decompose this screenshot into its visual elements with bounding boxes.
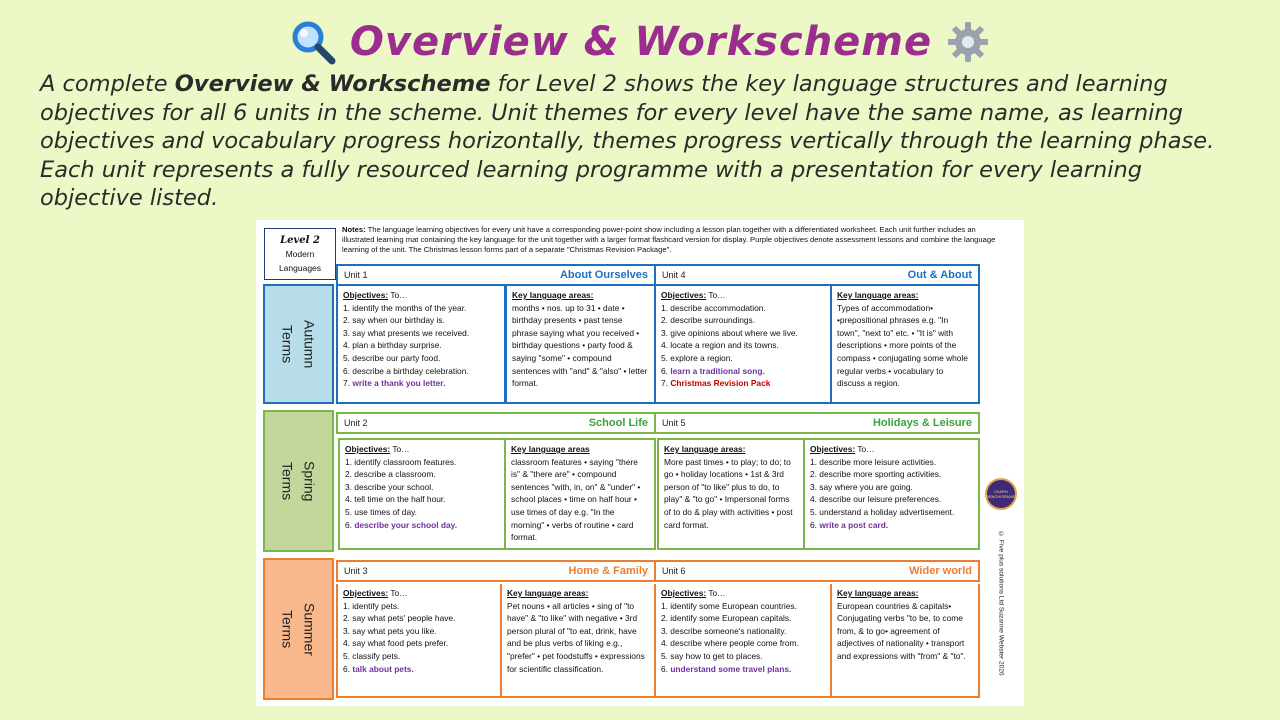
- unit-3-header: Unit 3 Home & Family: [336, 560, 656, 582]
- term-summer: Summer Terms: [263, 558, 334, 700]
- unit-5-header: Unit 5 Holidays & Leisure: [656, 412, 980, 434]
- unit-1-header: Unit 1 About Ourselves: [336, 264, 656, 286]
- unit-4-key-language: Key language areas: Types of accommodation• •prepositional phrases e.g. "In town", "next to" etc. • "It is" with descriptions • more points of the compass • conjugating some whole regular verbs • vocabulary to discuss a region.: [832, 286, 980, 404]
- unit-1-objectives: Objectives: To… 1. identify the months of the year. 2. say when our birthday is. 3. say what presents we received. 4. plan a birthday surprise. 5. describe our party food. 6. describe a birthday celebration. 7. write a thank you letter.: [336, 286, 506, 404]
- workscheme-document: [256, 220, 1024, 706]
- page-title: Overview & Workscheme: [349, 19, 933, 65]
- unit-6-key-language: Key language areas: European countries & capitals• Conjugating verbs "to be, to come from, & to go• agreement of adjectives of nationality • transport and expressions with "from" & "to".: [832, 584, 980, 698]
- intro-paragraph: A complete Overview & Workscheme for Level 2 shows the key language structures and learning objectives for all 6 units in the scheme. Unit themes for every level have the same name, as learning objectives and vocabulary progress horizontally, themes progress vertically through the learning phase. Each unit represents a fully resourced learning programme with a presentation for every learning objective listed.: [40, 71, 1215, 211]
- brand-logo: LEARN FRENCH/SPANISH: [985, 478, 1017, 510]
- unit-6-header: Unit 6 Wider world: [656, 560, 980, 582]
- unit-2-objectives: Objectives: To… 1. identify classroom features. 2. describe a classroom. 3. describe your school. 4. tell time on the half hour. 5. use times of day. 6. describe your school day.: [338, 438, 506, 550]
- unit-2-header: Unit 2 School Life: [336, 412, 656, 434]
- unit-4-header: Unit 4 Out & About: [656, 264, 980, 286]
- term-autumn: Autumn Terms: [263, 284, 334, 404]
- unit-6-objectives: Objectives: To… 1. identify some European countries. 2. identify some European capitals. 3. describe someone's nationality. 4. describe where people come from. 5. say how to get to places. 6. understand some travel plans.: [656, 584, 832, 698]
- copyright-text: © Five plus solutions Ltd Suzanne Webster 2026: [997, 530, 1005, 676]
- title-row: [0, 14, 1280, 70]
- gear-icon: [946, 20, 990, 64]
- unit-5-objectives: Objectives: To… 1. describe more leisure activities. 2. describe more sporting activities. 3. say where you are going. 4. describe our leisure preferences. 5. understand a holiday advertisement. 6. write a post card.: [805, 438, 980, 550]
- unit-4-objectives: Objectives: To… 1. describe accommodation. 2. describe surroundings. 3. give opinions about where we live. 4. locate a region and its towns. 5. explore a region. 6. learn a traditional song. 7. Christmas Revision Pack: [656, 286, 832, 404]
- term-spring: Spring Terms: [263, 410, 334, 552]
- level-box: Level 2 Modern Languages: [264, 228, 336, 280]
- notes: Notes: The language learning objectives for every unit have a corresponding power-point show including a lesson plan together with a differentiated worksheet. Each unit further includes an illustrated learning mat containing the key language for the unit together with a larger format flashcard version for display. Purple objectives denote assessment lessons and combine the language learning of the unit. The Christmas lesson forms part of a separate "Christmas Revision Package".: [342, 225, 996, 254]
- magnifying-glass-icon: [290, 19, 336, 65]
- intro-bold: Overview & Workscheme: [174, 71, 491, 97]
- unit-3-objectives: Objectives: To… 1. identify pets. 2. say what pets' people have. 3. say what pets you like. 4. say what food pets prefer. 5. classify pets. 6. talk about pets.: [336, 584, 502, 698]
- unit-1-key-language: Key language areas: months • nos. up to 31 • date • birthday presents • past tense phrase saying what you received • birthday questions • party food & saying "some" • compound sentences with "and" & "also" • letter format.: [506, 286, 656, 404]
- unit-5-key-language: Key language areas: More past times • to play; to do; to go • holiday locations • 1st & 3rd person of "to like" plus to do, to play" & "to go" • Impersonal forms of to do & play with activities • post card format.: [657, 438, 805, 550]
- unit-2-key-language: Key language areas classroom features • saying "there is" & "there are" • compound sentences "with, in, on" & "under" • school places • time on half hour • use times of day e.g. "In the morning" • verbs of routine • card format.: [506, 438, 656, 550]
- unit-3-key-language: Key language areas: Pet nouns • all articles • sing of "to have" & "to like" with negative • 3rd person plural of "to eat, drink, have and be plus verbs of liking e.g., "prefer" • pet foodstuffs • expressions for scientific classification.: [502, 584, 656, 698]
